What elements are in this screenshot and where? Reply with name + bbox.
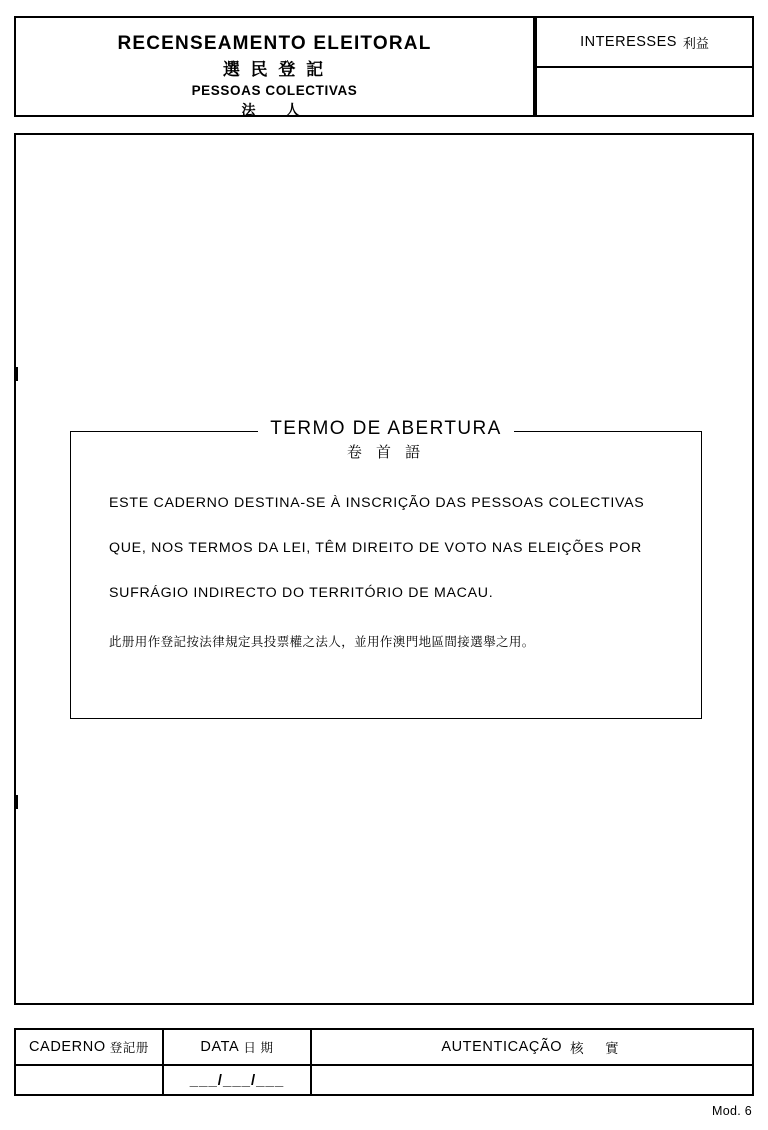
interesses-value-field[interactable] <box>535 68 754 117</box>
autenticacao-label-chinese: 核 實 <box>570 1041 623 1056</box>
edge-tick-mark-upper <box>15 367 18 381</box>
autenticacao-header-cell <box>312 1030 752 1064</box>
interesses-label-chinese: 利益 <box>682 35 709 51</box>
footer-value-row <box>16 1066 752 1094</box>
caderno-label-chinese: 登記册 <box>109 1041 150 1055</box>
edge-tick-mark-lower <box>15 795 18 809</box>
termo-legend <box>71 418 701 440</box>
form-body <box>14 133 754 1005</box>
page-subtitle: PESSOAS COLECTIVAS <box>191 82 358 98</box>
termo-paragraph <box>71 496 701 601</box>
footer-table <box>14 1028 754 1096</box>
data-label-chinese: 日 期 <box>243 1041 274 1055</box>
autenticacao-value-field[interactable] <box>312 1066 752 1094</box>
termo-legend-chinese: 卷 首 語 <box>346 444 426 461</box>
header-right-column <box>535 16 754 117</box>
page-title: RECENSEAMENTO ELEITORAL <box>117 33 432 54</box>
termo-line: QUE, NOS TERMOS DA LEI, TÊM DIREITO DE VOTO NAS ELEIÇÕES POR <box>109 540 642 557</box>
interesses-header-cell <box>535 16 754 68</box>
footer-header-row <box>16 1030 752 1066</box>
interesses-label: INTERESSES <box>580 34 677 50</box>
data-header-cell <box>164 1030 312 1064</box>
termo-line: ESTE CADERNO DESTINA-SE À INSCRIÇÃO DAS PESSOAS COLECTIVAS <box>109 495 645 511</box>
termo-line: SUFRÁGIO INDIRECTO DO TERRITÓRIO DE MACAU. <box>109 585 494 602</box>
page-subtitle-chinese: 法 人 <box>241 101 308 118</box>
form-model-number: Mod. 6 <box>711 1104 752 1118</box>
termo-legend-text: TERMO DE ABERTURA <box>258 418 513 439</box>
caderno-label: CADERNO <box>28 1039 106 1055</box>
data-value-field[interactable]: ___/___/___ <box>164 1066 312 1094</box>
form-header <box>14 16 754 117</box>
caderno-header-cell <box>16 1030 164 1064</box>
title-box <box>14 16 535 117</box>
caderno-value-field[interactable] <box>16 1066 164 1094</box>
termo-de-abertura-box <box>70 418 702 719</box>
termo-text-chinese: 此册用作登記按法律規定具投票權之法人，並用作澳門地區間接選舉之用。 <box>109 634 535 649</box>
data-label: DATA <box>200 1039 240 1055</box>
autenticacao-label: AUTENTICAÇÃO <box>441 1039 563 1055</box>
page-title-chinese: 選 民 登 記 <box>222 59 327 79</box>
